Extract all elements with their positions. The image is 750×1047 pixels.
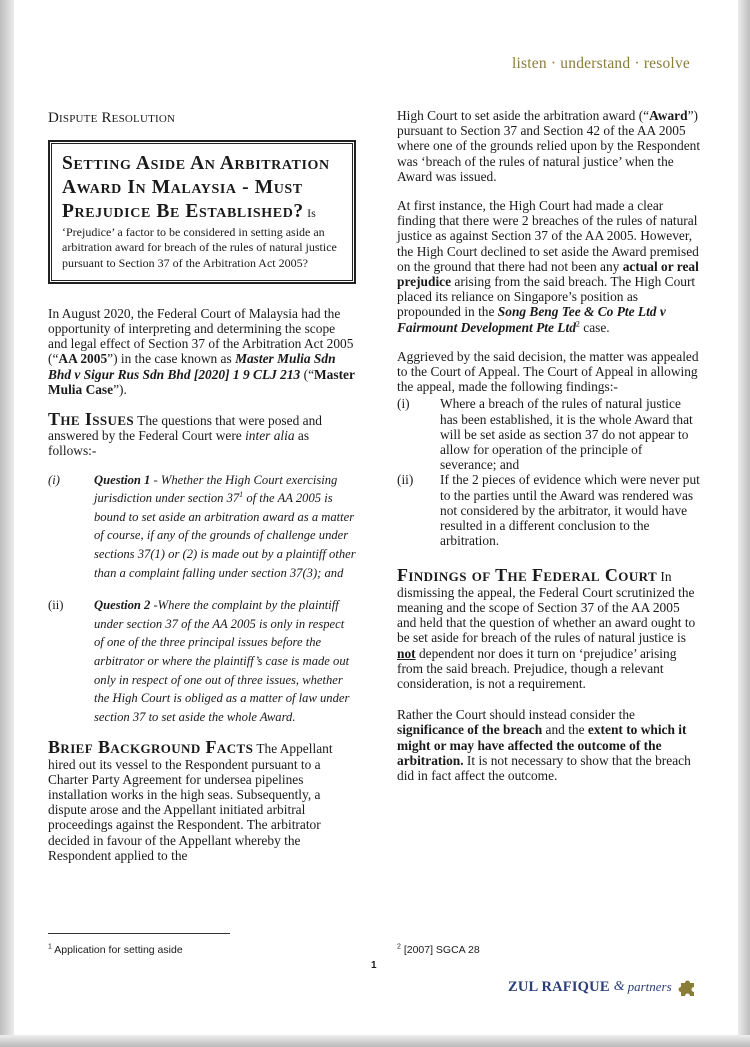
case-citation: Master Mulia Sdn Bhd v Sigur Rus Sdn Bhd [2020] 1 9 CLJ 213 (48, 351, 336, 382)
left-column (48, 108, 356, 863)
page-edge-bottom (0, 1035, 750, 1047)
findings-heading: Findings of The Federal Court (397, 565, 658, 586)
page-edge-right (738, 0, 750, 1047)
appeal-findings-list (397, 396, 701, 548)
conclusion-paragraph: Rather the Court should instead consider the significance of the breach and the extent to which it might or may have affected the outcome of the arbitration. It is not necessary to show that the breach did in fact affect the outcome. (397, 707, 691, 783)
article-subtitle: Is ‘Prejudice’ a factor to be considered in setting aside an arbitration award for breach of the rules of natural justice pursuant to Section 37 of the Arbitration Act 2005? (62, 206, 337, 270)
footnote-2: $^2$ [2007] SGCA 28 (397, 943, 480, 956)
right-column (397, 108, 701, 783)
issues-paragraph: The Issues The questions that were posed and answered by the Federal Court were inter alia as follows:- (48, 409, 322, 459)
first-instance-paragraph: At first instance, the High Court had made a clear finding that there were 2 breaches of the rules of natural justice as against Section 37 of the AA 2005. However, the High Court declined to set aside the Award premised on the ground that there had not been any actual or real prejudice arising from the said breach. The High Court placed its reliance on Singapore’s position as propounded in the Song Beng Tee & Co Pte Ltd v Fairmount Development Pte Ltd$^2$ case. (397, 198, 699, 335)
intro-paragraph: In August 2020, the Federal Court of Malaysia had the opportunity of interpreting and determining the scope and legal effect of Section 37 of the Arbitration Act 2005 (“AA 2005”) in the case known as Master Mulia Sdn Bhd v Sigur Rus Sdn Bhd [2020] 1 9 CLJ 213 (“Master Mulia Case”). (48, 305, 355, 397)
background-continued: High Court to set aside the arbitration award (“Award”) pursuant to Section 37 and Section 42 of the AA 2005 where one of the grounds relied upon by the Respondent was ‘breach of the rules of natural justice’ when the Award was issued. (397, 108, 701, 184)
appeal-paragraph: Aggrieved by the said decision, the matter was appealed to the Court of Appeal. The Court of Appeal in allowing the appeal, made the following findings:- (397, 348, 699, 395)
background-paragraph: Brief Background Facts The Appellant hired out its vessel to the Respondent pursuant to a Charter Party Agreement for undersea pipelines installation works in the high seas. Subsequently, a dispute arose and the Appellant initiated arbitral proceedings against the Respondent. The arbitrator decided in favour of the Appellant whereby the Respondent applied to the (48, 737, 333, 863)
list-item: (i) Question 1 - Whether the High Court exercising jurisdiction under section $37^1$ of the AA 2005 is bound to set aside an arbitration award as a matter of course, if any of the grounds of challenge under sections 37(1) or (2) is made out by a plaintiff other than a complaint falling under section 37(3); and (48, 472, 356, 580)
brand-partners: partners (627, 979, 672, 994)
background-heading: Brief Background Facts (48, 737, 254, 758)
section-label: Dispute Resolution (48, 110, 176, 126)
puzzle-piece-icon (678, 977, 700, 997)
questions-list (48, 471, 356, 727)
brand-logo (508, 977, 700, 997)
list-item: (ii) If the 2 pieces of evidence which were never put to the parties until the Award was rendered was not considered by the arbitrator, it would have resulted in a different conclusion to the arbitration. (397, 472, 700, 549)
list-item: (ii) Question 2 -Where the complaint by the plaintiff under section 37 of the AA 2005 is only in respect of one of the three principal issues before the arbitrator or where the plaintiff’s case is made out only in respect of one out of three issues, whether the High Court is obliged as a matter of law under section 37 to set aside the whole Award. (48, 598, 350, 724)
footnote-1: $^1$ Application for setting aside (48, 943, 183, 956)
findings-paragraph: Findings of The Federal Court In dismissing the appeal, the Federal Court scrutinized the meaning and the scope of Section 37 of the AA 2005 and held that the question of whether an award ought to be set aside for breach of the rules of natural justice is not dependent nor does it turn on ‘prejudice’ arising from the said breach. Prejudice, though a relevant consideration, is not a requirement. (397, 565, 696, 691)
title-box (48, 140, 356, 284)
page-edge-left (0, 0, 14, 1047)
list-item: (i) Where a breach of the rules of natural justice has been established, it is the whole Award that will be set aside as section 37 do not appear to allow for operation of the principle of severance; and (397, 396, 693, 473)
footnote-rule (48, 933, 230, 934)
case-citation: Song Beng Tee & Co Pte Ltd v Fairmount Development Pte Ltd (397, 304, 666, 335)
page-number: 1 (371, 960, 377, 971)
brand-ampersand: & (613, 979, 625, 994)
brand-name: ZUL RAFIQUE (508, 978, 610, 995)
issues-heading: The Issues (48, 409, 135, 430)
article-title: Setting Aside An Arbitration Award In Malaysia - Must Prejudice Be Established? (62, 153, 330, 223)
header-tagline: listen · understand · resolve (512, 55, 690, 72)
